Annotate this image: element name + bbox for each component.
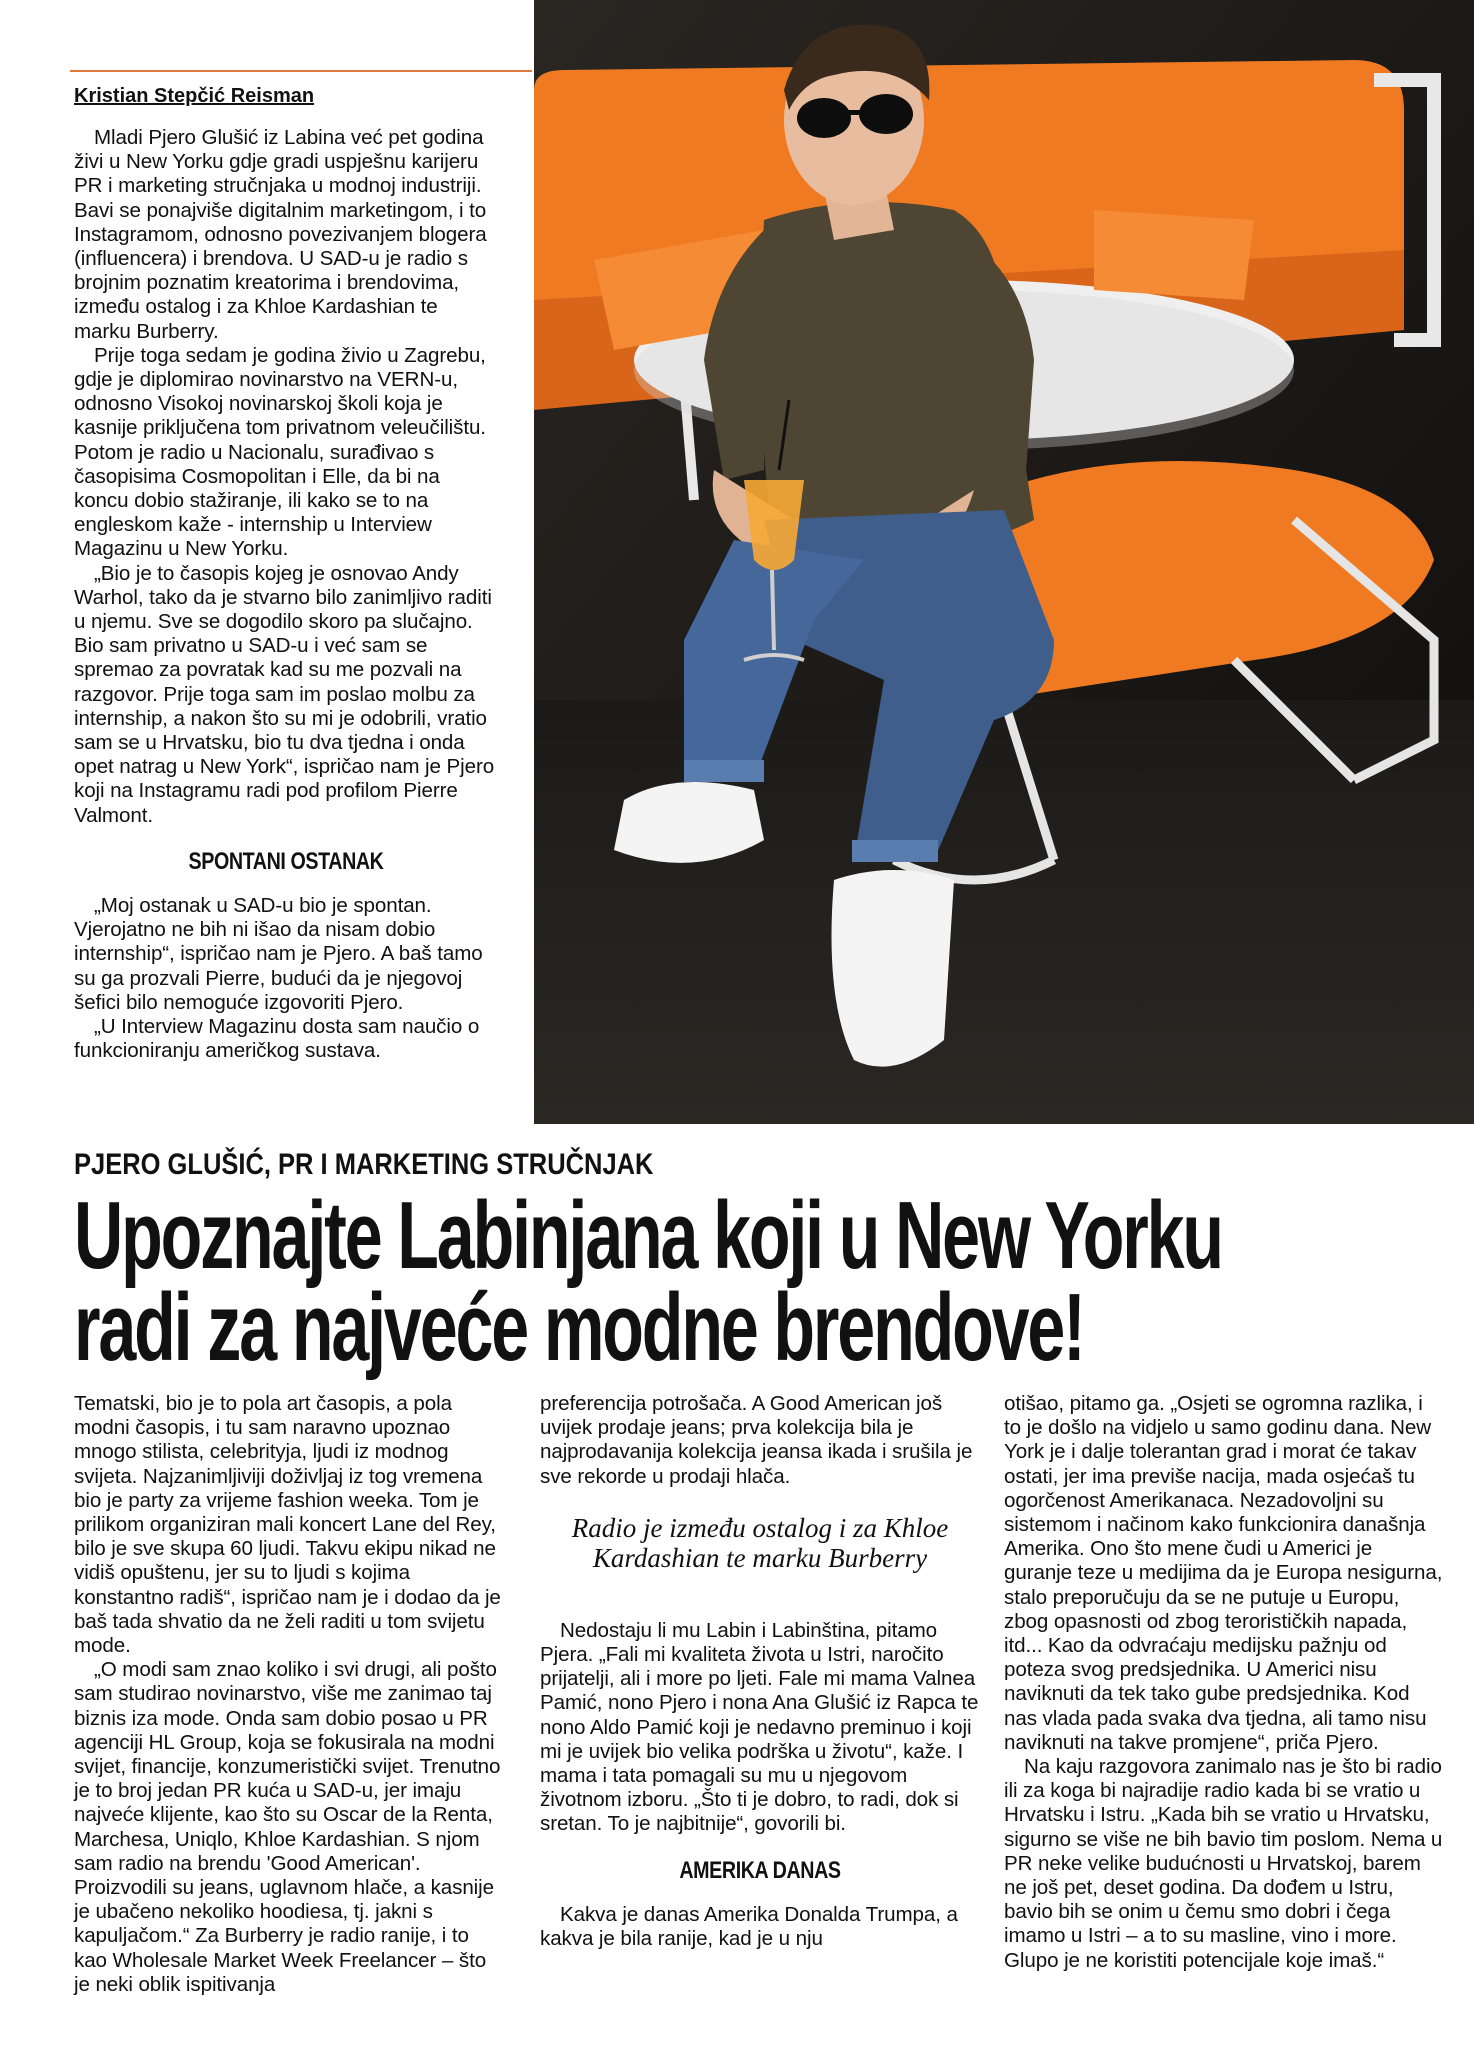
author-byline: Kristian Stepčić Reisman xyxy=(74,85,315,107)
column1-paragraph-2: „O modi sam znao koliko i svi drugi, ali pošto sam studirao novinarstvo, više me zanimao taj biznis iza mode. Onda sam dobio posao u PR agenciji HL Group, koja se fokusirala na modni svijet, financije, konzumeristički svijet. Trenutno je to broj jedan PR kuća u SAD-u, jer imaju najveće klijente, kao što su Oscar de la Renta, Marchesa, Uniqlo, Khloe Kardashian. S njom sam radio na brendu 'Good American'. Proizvodili su jeans, uglavnom hlače, a kasnije je ubačeno nekoliko hoodiesa, tj. jakni s kapuljačom.“ Za Burberry je radio ranije, i to kao Wholesale Market Week Freelancer – što je neki oblik ispitivanja xyxy=(74,1658,501,1996)
body-column-1 xyxy=(74,1392,506,1997)
column3-paragraph-1: otišao, pitamo ga. „Osjeti se ogromna razlika, i to je došlo na vidjelo u samo godinu dana. New York je i dalje tolerantan grad i morat će takav ostati, jer ima previše nacija, mada osjećaš tu ogorčenost Amerikanaca. Nezadovoljni su sistemom i načinom kako funkcionira današnja Amerika. Ono što mene čudi u Americi je guranje teze u medijima da je Europa nesigurna, stalo preporučuju da se ne putuje u Europu, zbog opasnosti od zbog terorističkih napada, itd... Kao da odvraćaju medijsku pažnju od poteza svog predsjednika. U Americi nisu naviknuti da tek tako gube predsjednika. Kod nas vlada pada svaka dva tjedna, ali tamo nisu naviknuti na takve promjene“, priča Pjero. xyxy=(1004,1392,1443,1754)
intro-paragraph-1: Mladi Pjero Glušić iz Labina već pet godina živi u New Yorku gdje gradi uspješnu karijeru PR i marketing stručnjaka u modnoj industriji. Bavi se ponajviše digitalnim marketingom, i to Instagramom, odnosno povezivanjem blogera (influencera) i brendova. U SAD-u je radio s brojnim poznatim kreatorima i brendovima, između ostalog i za Khloe Kardashian te marku Burberry. xyxy=(74,126,487,343)
headline xyxy=(74,1182,1222,1381)
column2-tail: Kakva je danas Amerika Donalda Trumpa, a kakva je bila ranije, kad je u nju xyxy=(540,1902,958,1950)
column2-paragraph: Nedostaju li mu Labin i Labinština, pitamo Pjera. „Fali mi kvaliteta života u Istri, naročito prijatelji, ali i more po ljeti. Fale mi mama Valnea Pamić, nono Pjero i nona Ana Glušić iz Rapca te nono Aldo Pamić koji je nedavno preminuo i koji mi je uvijek bio velika podrška u životu“, kaže. I mama i tata pomagali su mu u njegovom životnom izboru. „Što ti je dobro, to radi, dok si sretan. To je najbitnije“, govorili bi. xyxy=(540,1618,979,1836)
intro-column xyxy=(74,84,498,1063)
column2-lead: preferencija potrošača. A Good American još uvijek prodaje jeans; prva kolekcija bila je najprodavanija kolekcija jeansa ikada i srušila je sve rekorde u prodaji hlača. xyxy=(540,1392,973,1488)
portrait-photo xyxy=(534,0,1474,1124)
intro-paragraph-2: Prije toga sedam je godina živio u Zagrebu, gdje je diplomirao novinarstvo na VERN-u, odnosno Visokoj novinarskoj školi koja je kasnije priključena tom privatnom veleučilištu. Potom je radio u Nacionalu, surađivao s časopisima Cosmopolitan i Elle, da bi na koncu dobio stažiranje, ili kako se to na engleskom kaže - internship u Interview Magazinu u New Yorku. xyxy=(74,343,486,561)
column1-paragraph-1: Tematski, bio je to pola art časopis, a pola modni časopis, i tu sam naravno upoznao mnogo stilista, celebrityja, ljudi iz modnog svijeta. Najzanimljiviji doživljaj iz tog vremena bio je party za vrijeme fashion weeka. Tom je prilikom organiziran mali koncert Lane del Rey, bilo je sve skupa 60 ljudi. Takvu ekipu nikad ne vidiš opuštenu, jer su to ljudi s kojima konstantno radiš“, ispričao nam je i dodao da je baš tada shvatio da ne želi raditi u tom svijetu mode. xyxy=(74,1392,501,1658)
column3-paragraph-2: Na kaju razgovora zanimalo nas je što bi radio ili za koga bi najradije radio kada bi se vratio u Hrvatsku i Istru. „Kada bih se vratio u Hrvatsku, sigurno se više ne bih bavio tim poslom. Nema u PR neke velike budućnosti u Hrvatskoj, barem ne još pet, deset godina. Da dođem u Istru, bavio bih se onim u čemu smo dobri i čega imamo u Istri – a to su masline, vino i more. Glupo je ne koristiti potencijale koje imaš.“ xyxy=(1004,1755,1443,1972)
kicker: PJERO GLUŠIĆ, PR I MARKETING STRUČNJAK xyxy=(74,1148,654,1181)
subhead-spontani-ostanak: SPONTANI OSTANAK xyxy=(188,847,384,875)
body-column-2 xyxy=(540,1392,980,1951)
top-accent-rule xyxy=(70,70,532,72)
subhead-amerika-danas: AMERIKA DANAS xyxy=(679,1856,841,1884)
intro-paragraph-5: „U Interview Magazinu dosta sam naučio o funkcioniranju američkog sustava. xyxy=(74,1014,480,1063)
intro-paragraph-3: „Bio je to časopis kojeg je osnovao Andy Warhol, tako da je stvarno bilo zanimljivo raditi u njemu. Sve se dogodilo skoro pa slučajno. Bio sam privatno u SAD-u i već sam se spremao za povratak kad su me pozvali na razgovor. Prije toga sam im poslao molbu za internship, a nakon što su mi je odobrili, vratio sam se u Hrvatsku, bio tu dva tjedna i onda opet natrag u New York“, ispričao nam je Pjero koji na Instagramu radi pod profilom Pierre Valmont. xyxy=(74,561,495,827)
intro-paragraph-4: „Moj ostanak u SAD-u bio je spontan. Vjerojatno ne bih ni išao da nisam dobio internship“, ispričao nam je Pjero. A baš tamo su ga prozvali Pierre, budući da je njegovoj šefici bilo nemoguće izgovoriti Pjero. xyxy=(74,893,483,1014)
headline-line-2: radi za najveće modne brendove! xyxy=(74,1274,1084,1381)
body-column-3 xyxy=(1004,1392,1444,1973)
pull-quote: Radio je između ostalog i za Khloe Kardashian te marku Burberry xyxy=(571,1512,949,1573)
headline-line-1: Upoznajte Labinjana koji u New Yorku xyxy=(74,1182,1222,1289)
portrait-photo-illustration xyxy=(534,0,1474,1124)
